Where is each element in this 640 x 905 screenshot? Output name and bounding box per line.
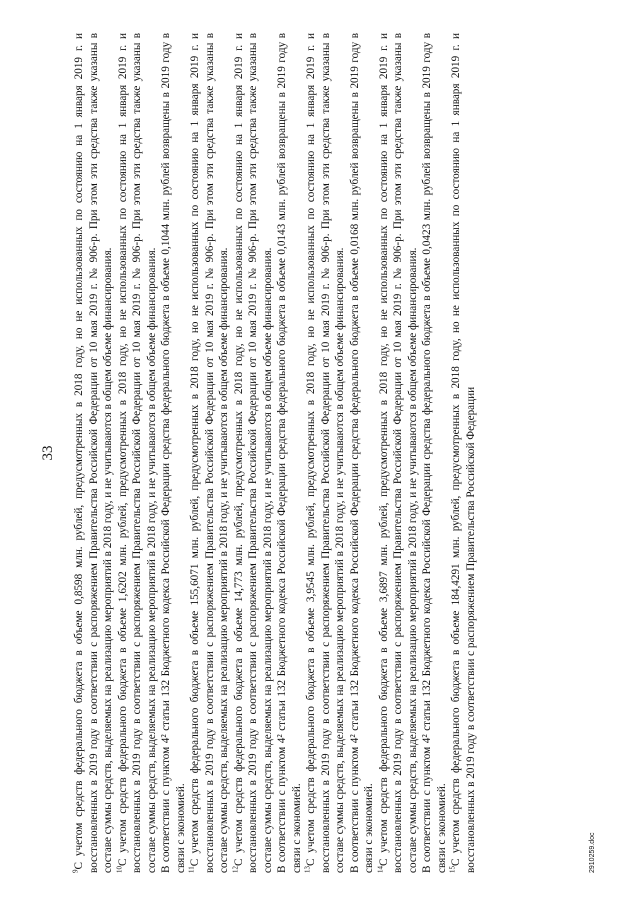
footnote-mark: 12 [230, 866, 239, 873]
footnote-mark: 13 [303, 866, 312, 873]
footnote-mark: 10 [114, 866, 123, 873]
footnote-text: С учетом средств федерального бюджета в объеме 3,9545 млн. рублей, предусмотренных в 2018 году, но не использованных по состоянию на 1 января 2019 г. и восстановленных в 2019 году в соответствии с распоряжением Правительства Российской Федерации от 10 мая 2019 г. № 906-р. При этом эти средства также указаны в составе суммы средств, выделяемых на реализацию мероприятий в 2018 году, и не учитываются в общем объеме финансирования. [305, 33, 346, 873]
footnote-text: В соответствии с пунктом 4² статьи 132 Бюджетного кодекса Российской Федерации средства федерального бюджета в объеме 0,0423 млн. рублей возвращены в 2019 году в связи с экономией. [421, 33, 448, 873]
footnote [275, 33, 304, 873]
footnote [377, 33, 421, 873]
rotated-page [40, 33, 596, 873]
footnotes-block [72, 33, 478, 873]
footnote-mark: 15 [448, 866, 457, 873]
footnote [449, 33, 478, 873]
document-code: 2910259.doc [589, 832, 596, 873]
footnote-text: В соответствии с пунктом 4² статьи 132 Бюджетного кодекса Российской Федерации средства федерального бюджета в объеме 0,0143 млн. рублей возвращены в 2019 году в связи с экономией. [276, 33, 303, 873]
footnote-text: С учетом средств федерального бюджета в объеме 14,773 млн. рублей, предусмотренных в 2018 году, но не использованных по состоянию на 1 января 2019 г. и восстановленных в 2019 году в соответствии с распоряжением Правительства Российской Федерации от 10 мая 2019 г. № 906-р. При этом эти средства также указаны в составе суммы средств, выделяемых на реализацию мероприятий в 2018 году, и не учитываются в общем объеме финансирования. [232, 33, 274, 873]
footnote [159, 33, 188, 873]
footnote-mark: 9 [71, 869, 80, 873]
footnote-text: С учетом средств федерального бюджета в объеме 0,8598 млн. рублей, предусмотренных в 2018 году, но не использованных по состоянию на 1 января 2019 г. и восстановленных в 2019 году в соответствии с распоряжением Правительства Российской Федерации от 10 мая 2019 г. № 906-р. При этом эти средства также указаны в составе суммы средств, выделяемых на реализацию мероприятий в 2018 году, и не учитываются в общем объеме финансирования. [73, 33, 114, 873]
footnote-text: С учетом средств федерального бюджета в объеме 3,6897 млн. рублей, предусмотренных в 2018 году, но не использованных по состоянию на 1 января 2019 г. и восстановленных в 2019 году в соответствии с распоряжением Правительства Российской Федерации от 10 мая 2019 г. № 906-р. При этом эти средства также указаны в составе суммы средств, выделяемых на реализацию мероприятий в 2018 году, и не учитываются в общем объеме финансирования. [377, 33, 419, 873]
footnote [420, 33, 449, 873]
footnote-mark: 14 [375, 866, 384, 873]
footnote-mark: 11 [187, 866, 196, 873]
footnote [72, 33, 116, 873]
footnote [188, 33, 232, 873]
footnote-text: С учетом средств федерального бюджета в объеме 1,6202 млн. рублей, предусмотренных в 2018 году, но не использованных по состоянию на 1 января 2019 г. и восстановленных в 2019 году в соответствии с распоряжением Правительства Российской Федерации от 10 мая 2019 г. № 906-р. При этом эти средства также указаны в составе суммы средств, выделяемых на реализацию мероприятий в 2018 году, и не учитываются в общем объеме финансирования. [116, 33, 158, 873]
footnote [116, 33, 160, 873]
footnote-text: В соответствии с пунктом 4² статьи 132 Бюджетного кодекса Российской Федерации средства федерального бюджета в объеме 0,0168 млн. рублей возвращены в 2019 году в связи с экономией. [348, 33, 375, 873]
footnote [232, 33, 276, 873]
footnote-text: С учетом средств федерального бюджета в объеме 155,6071 млн. рублей, предусмотренных в 2018 году, но не использованных по состоянию на 1 января 2019 г. и восстановленных в 2019 году в соответствии с распоряжением Правительства Российской Федерации от 10 мая 2019 г. № 906-р. При этом эти средства также указаны в составе суммы средств, выделяемых на реализацию мероприятий в 2018 году, и не учитываются в общем объеме финансирования. [189, 33, 230, 873]
footnote-text: С учетом средств федерального бюджета в объеме 184,4291 млн. рублей, предусмотренных в 2018 году, но не использованных по состоянию на 1 января 2019 г. и восстановленных в 2019 году в соответствии с распоряжением Правительства Российской Федерации [450, 33, 477, 873]
footnote [304, 33, 348, 873]
page-number: 33 [40, 445, 56, 461]
footnote-text: В соответствии с пунктом 4² статьи 132 Бюджетного кодекса Российской Федерации средства федерального бюджета в объеме 0,1044 млн. рублей возвращены в 2019 году в связи с экономией. [160, 33, 187, 873]
footnote [348, 33, 377, 873]
